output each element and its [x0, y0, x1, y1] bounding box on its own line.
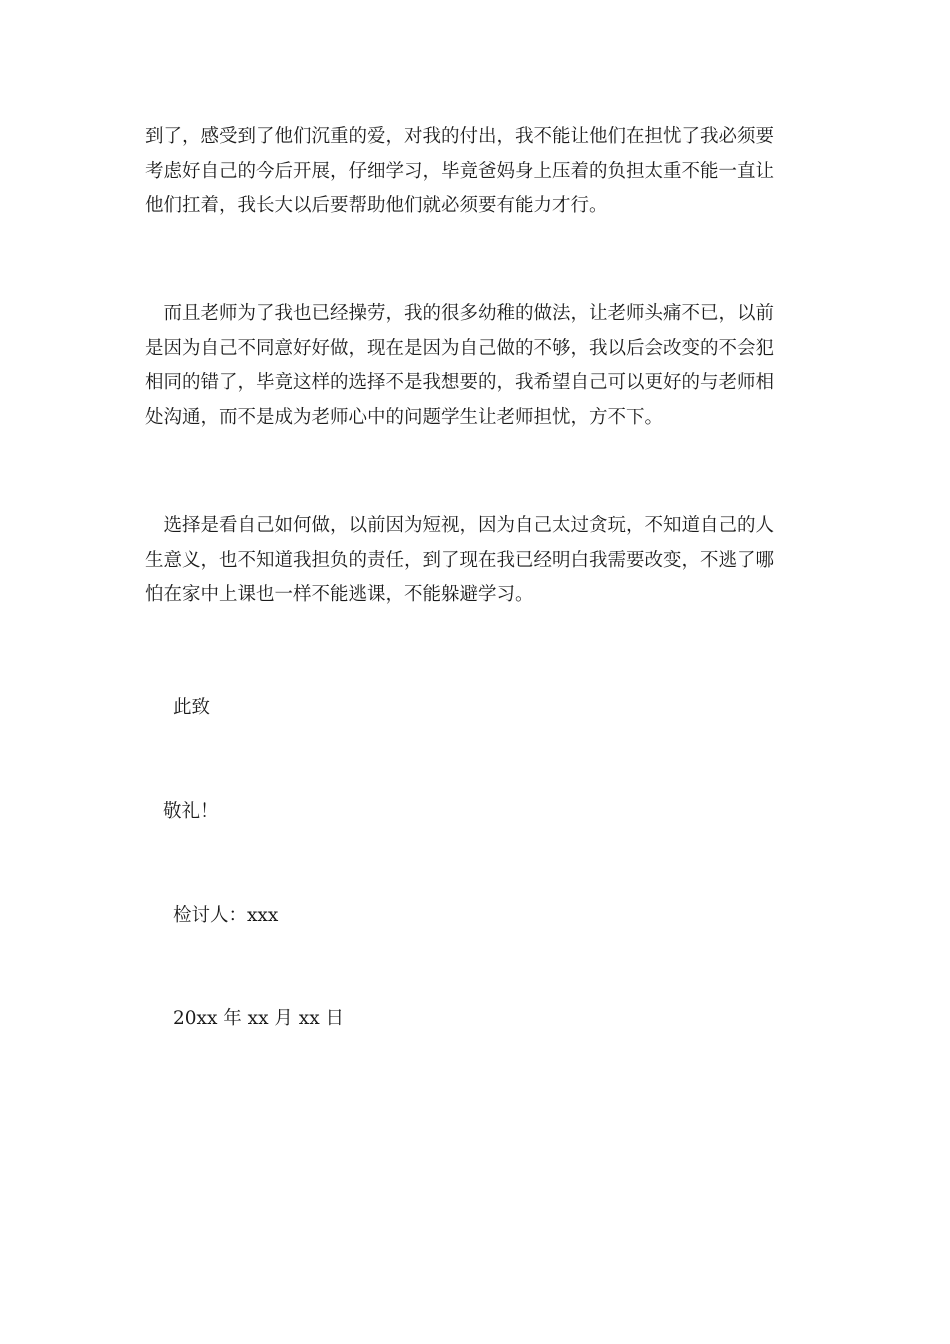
paragraph-1-line: 到了，感受到了他们沉重的爱，对我的付出，我不能让他们在担忧了我必须要 [145, 126, 775, 147]
paragraph-1-line: 他们扛着，我长大以后要帮助他们就必须要有能力才行。 [145, 195, 608, 216]
paragraph-3-line: 生意义，也不知道我担负的责任，到了现在我已经明白我需要改变，不逃了哪 [145, 549, 775, 571]
paragraph-1 [145, 120, 810, 224]
paragraph-3-line: 选择是看自己如何做，以前因为短视，因为自己太过贪玩，不知道自己的人 [145, 515, 775, 536]
paragraph-2-line: 是因为自己不同意好好做，现在是因为自己做的不够，我以后会改变的不会犯 [145, 337, 775, 359]
paragraph-2-line: 相同的错了，毕竟这样的选择不是我想要的，我希望自己可以更好的与老师相 [145, 372, 775, 393]
paragraph-2-line: 而且老师为了我也已经操劳，我的很多幼稚的做法，让老师头痛不已，以前 [145, 303, 775, 324]
paragraph-3-line: 怕在家中上课也一样不能逃课，不能躲避学习。 [145, 584, 534, 605]
paragraph-3 [145, 509, 810, 613]
paragraph-2-line: 处沟通，而不是成为老师心中的问题学生让老师担忧，方不下。 [145, 406, 664, 428]
paragraph-2 [145, 297, 810, 435]
signer-line: 检讨人：xxx [173, 905, 279, 926]
date-line: 20xx 年 xx 月 xx 日 [173, 1008, 345, 1029]
closing-salutation: 此致 [173, 697, 211, 718]
paragraph-1-line: 考虑好自己的今后开展，仔细学习，毕竟爸妈身上压着的负担太重不能一直让 [145, 160, 775, 182]
closing-regards: 敬礼！ [163, 801, 219, 822]
